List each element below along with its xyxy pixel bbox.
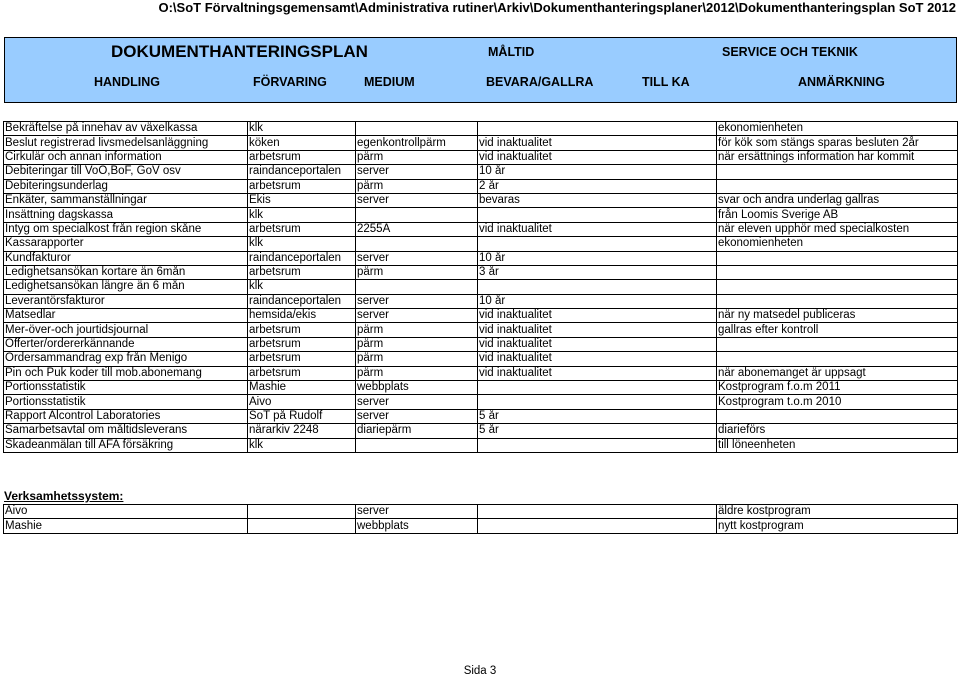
system-row xyxy=(4,519,958,533)
cell-forvaring: arbetsrum xyxy=(248,337,356,351)
cell-forvaring: arbetsrum xyxy=(248,179,356,193)
cell-medium: pärm xyxy=(356,352,478,366)
cell-forvaring: arbetsrum xyxy=(248,265,356,279)
cell-forvaring: raindanceportalen xyxy=(248,294,356,308)
cell-handling: Intyg om specialkost från region skåne xyxy=(4,222,248,236)
cell-bevara xyxy=(478,381,717,395)
system-cell-anm: äldre kostprogram xyxy=(717,505,958,519)
cell-anm: diarieförs xyxy=(717,424,958,438)
cell-anm: ekonomienheten xyxy=(717,122,958,136)
col-header-till-ka: TILL KA xyxy=(642,75,690,89)
table-row xyxy=(4,165,958,179)
table-row xyxy=(4,294,958,308)
col-header-anmarkning: ANMÄRKNING xyxy=(798,75,885,89)
table-row xyxy=(4,352,958,366)
cell-handling: Debiteringsunderlag xyxy=(4,179,248,193)
cell-forvaring: Aivo xyxy=(248,395,356,409)
table-row xyxy=(4,409,958,423)
table-row xyxy=(4,280,958,294)
cell-bevara: 10 år xyxy=(478,251,717,265)
cell-forvaring: klk xyxy=(248,438,356,452)
cell-bevara: vid inaktualitet xyxy=(478,366,717,380)
cell-anm: Kostprogram f.o.m 2011 xyxy=(717,381,958,395)
cell-forvaring: Mashie xyxy=(248,381,356,395)
cell-anm: Kostprogram t.o.m 2010 xyxy=(717,395,958,409)
table-row xyxy=(4,193,958,207)
cell-bevara xyxy=(478,280,717,294)
cell-medium: webbplats xyxy=(356,381,478,395)
file-path: O:\SoT Förvaltningsgemensamt\Administrativa rutiner\Arkiv\Dokumenthanteringsplaner\2012\Dokumenthanteringsplan SoT 2012 xyxy=(158,0,956,15)
cell-medium xyxy=(356,438,478,452)
system-cell-c4 xyxy=(478,505,717,519)
cell-handling: Matsedlar xyxy=(4,309,248,323)
table-row xyxy=(4,438,958,452)
system-row xyxy=(4,505,958,519)
system-cell-anm: nytt kostprogram xyxy=(717,519,958,533)
cell-forvaring: köken xyxy=(248,136,356,150)
cell-handling: Leverantörsfakturor xyxy=(4,294,248,308)
cell-handling: Ledighetsansökan kortare än 6mån xyxy=(4,265,248,279)
col-header-bevara: BEVARA/GALLRA xyxy=(486,75,594,89)
cell-forvaring: raindanceportalen xyxy=(248,251,356,265)
cell-medium xyxy=(356,208,478,222)
table-row xyxy=(4,424,958,438)
cell-medium: pärm xyxy=(356,323,478,337)
col-header-forvaring: FÖRVARING xyxy=(253,75,327,89)
table-row xyxy=(4,337,958,351)
cell-bevara xyxy=(478,122,717,136)
system-cell-c2 xyxy=(248,505,356,519)
cell-handling: Beslut registrerad livsmedelsanläggning xyxy=(4,136,248,150)
cell-bevara: 5 år xyxy=(478,424,717,438)
cell-medium: pärm xyxy=(356,366,478,380)
cell-anm: när ersättnings information har kommit xyxy=(717,150,958,164)
records-table xyxy=(3,121,958,453)
table-row xyxy=(4,323,958,337)
table-row xyxy=(4,237,958,251)
cell-handling: Skadeanmälan till AFA försäkring xyxy=(4,438,248,452)
cell-handling: Kassarapporter xyxy=(4,237,248,251)
table-row xyxy=(4,150,958,164)
cell-anm xyxy=(717,352,958,366)
cell-anm xyxy=(717,265,958,279)
cell-forvaring: arbetsrum xyxy=(248,366,356,380)
cell-medium: pärm xyxy=(356,265,478,279)
table-row xyxy=(4,208,958,222)
cell-handling: Portionsstatistik xyxy=(4,395,248,409)
cell-forvaring: hemsida/ekis xyxy=(248,309,356,323)
cell-medium: server xyxy=(356,395,478,409)
col-header-handling: HANDLING xyxy=(94,75,160,89)
cell-anm xyxy=(717,280,958,294)
cell-anm: när ny matsedel publiceras xyxy=(717,309,958,323)
cell-anm: från Loomis Sverige AB xyxy=(717,208,958,222)
cell-forvaring: arbetsrum xyxy=(248,352,356,366)
table-row xyxy=(4,309,958,323)
cell-handling: Bekräftelse på innehav av växelkassa xyxy=(4,122,248,136)
cell-forvaring: klk xyxy=(248,280,356,294)
cell-bevara xyxy=(478,237,717,251)
system-cell-medium: webbplats xyxy=(356,519,478,533)
table-row xyxy=(4,222,958,236)
cell-anm: ekonomienheten xyxy=(717,237,958,251)
table-row xyxy=(4,122,958,136)
cell-forvaring: arbetsrum xyxy=(248,323,356,337)
cell-handling: Mer-över-och jourtidsjournal xyxy=(4,323,248,337)
cell-medium xyxy=(356,122,478,136)
cell-bevara xyxy=(478,395,717,409)
cell-medium: egenkontrollpärm xyxy=(356,136,478,150)
cell-medium: server xyxy=(356,409,478,423)
cell-anm xyxy=(717,294,958,308)
cell-bevara: 3 år xyxy=(478,265,717,279)
cell-bevara: 2 år xyxy=(478,179,717,193)
cell-bevara: vid inaktualitet xyxy=(478,150,717,164)
table-row xyxy=(4,251,958,265)
cell-handling: Kundfakturor xyxy=(4,251,248,265)
cell-anm xyxy=(717,337,958,351)
system-cell-medium: server xyxy=(356,505,478,519)
system-cell-namn: Mashie xyxy=(4,519,248,533)
cell-forvaring: arbetsrum xyxy=(248,222,356,236)
cell-anm: gallras efter kontroll xyxy=(717,323,958,337)
table-row xyxy=(4,136,958,150)
cell-forvaring: klk xyxy=(248,237,356,251)
cell-forvaring: raindanceportalen xyxy=(248,165,356,179)
cell-bevara xyxy=(478,438,717,452)
cell-handling: Ledighetsansökan längre än 6 mån xyxy=(4,280,248,294)
cell-forvaring: klk xyxy=(248,208,356,222)
cell-bevara: 10 år xyxy=(478,165,717,179)
cell-bevara xyxy=(478,208,717,222)
cell-forvaring: närarkiv 2248 xyxy=(248,424,356,438)
table-row xyxy=(4,265,958,279)
systems-table xyxy=(3,504,958,534)
cell-medium: server xyxy=(356,193,478,207)
col-header-medium: MEDIUM xyxy=(364,75,415,89)
cell-handling: Rapport Alcontrol Laboratories xyxy=(4,409,248,423)
cell-medium: server xyxy=(356,251,478,265)
cell-anm xyxy=(717,409,958,423)
table-row xyxy=(4,381,958,395)
cell-handling: Portionsstatistik xyxy=(4,381,248,395)
cell-forvaring: SoT på Rudolf xyxy=(248,409,356,423)
cell-handling: Enkäter, sammanställningar xyxy=(4,193,248,207)
plan-header xyxy=(4,37,957,103)
systems-title: Verksamhetssystem: xyxy=(4,489,124,503)
cell-bevara: 5 år xyxy=(478,409,717,423)
cell-bevara: vid inaktualitet xyxy=(478,136,717,150)
cell-bevara: vid inaktualitet xyxy=(478,222,717,236)
cell-handling: Samarbetsavtal om måltidsleverans xyxy=(4,424,248,438)
cell-handling: Pin och Puk koder till mob.abonemang xyxy=(4,366,248,380)
table-row xyxy=(4,179,958,193)
cell-medium xyxy=(356,237,478,251)
cell-medium: 2255A xyxy=(356,222,478,236)
section-label: MÅLTID xyxy=(488,45,535,59)
cell-anm: när eleven upphör med specialkosten xyxy=(717,222,958,236)
page-number: Sida 3 xyxy=(463,665,497,677)
cell-medium: pärm xyxy=(356,179,478,193)
table-row xyxy=(4,366,958,380)
cell-medium: server xyxy=(356,294,478,308)
cell-forvaring: klk xyxy=(248,122,356,136)
cell-bevara: bevaras xyxy=(478,193,717,207)
cell-handling: Offerter/ordererkännande xyxy=(4,337,248,351)
cell-medium: pärm xyxy=(356,337,478,351)
cell-medium: diariepärm xyxy=(356,424,478,438)
table-row xyxy=(4,395,958,409)
cell-forvaring: Ekis xyxy=(248,193,356,207)
cell-anm: för kök som stängs sparas besluten 2år xyxy=(717,136,958,150)
cell-bevara: vid inaktualitet xyxy=(478,323,717,337)
plan-title: DOKUMENTHANTERINGSPLAN xyxy=(111,42,368,61)
cell-anm: svar och andra underlag gallras xyxy=(717,193,958,207)
cell-medium: server xyxy=(356,165,478,179)
system-cell-c2 xyxy=(248,519,356,533)
cell-anm: när abonemanget är uppsagt xyxy=(717,366,958,380)
cell-medium: pärm xyxy=(356,150,478,164)
cell-medium: server xyxy=(356,309,478,323)
cell-bevara: 10 år xyxy=(478,294,717,308)
department-label: SERVICE OCH TEKNIK xyxy=(722,45,858,59)
cell-handling: Ordersammandrag exp från Menigo xyxy=(4,352,248,366)
cell-anm xyxy=(717,165,958,179)
cell-bevara: vid inaktualitet xyxy=(478,309,717,323)
cell-forvaring: arbetsrum xyxy=(248,150,356,164)
system-cell-namn: Aivo xyxy=(4,505,248,519)
cell-anm: till löneenheten xyxy=(717,438,958,452)
cell-anm xyxy=(717,251,958,265)
cell-medium xyxy=(356,280,478,294)
cell-anm xyxy=(717,179,958,193)
cell-handling: Insättning dagskassa xyxy=(4,208,248,222)
cell-bevara: vid inaktualitet xyxy=(478,337,717,351)
cell-handling: Debiteringar till VoO,BoF, GoV osv xyxy=(4,165,248,179)
cell-bevara: vid inaktualitet xyxy=(478,352,717,366)
system-cell-c4 xyxy=(478,519,717,533)
cell-handling: Cirkulär och annan information xyxy=(4,150,248,164)
